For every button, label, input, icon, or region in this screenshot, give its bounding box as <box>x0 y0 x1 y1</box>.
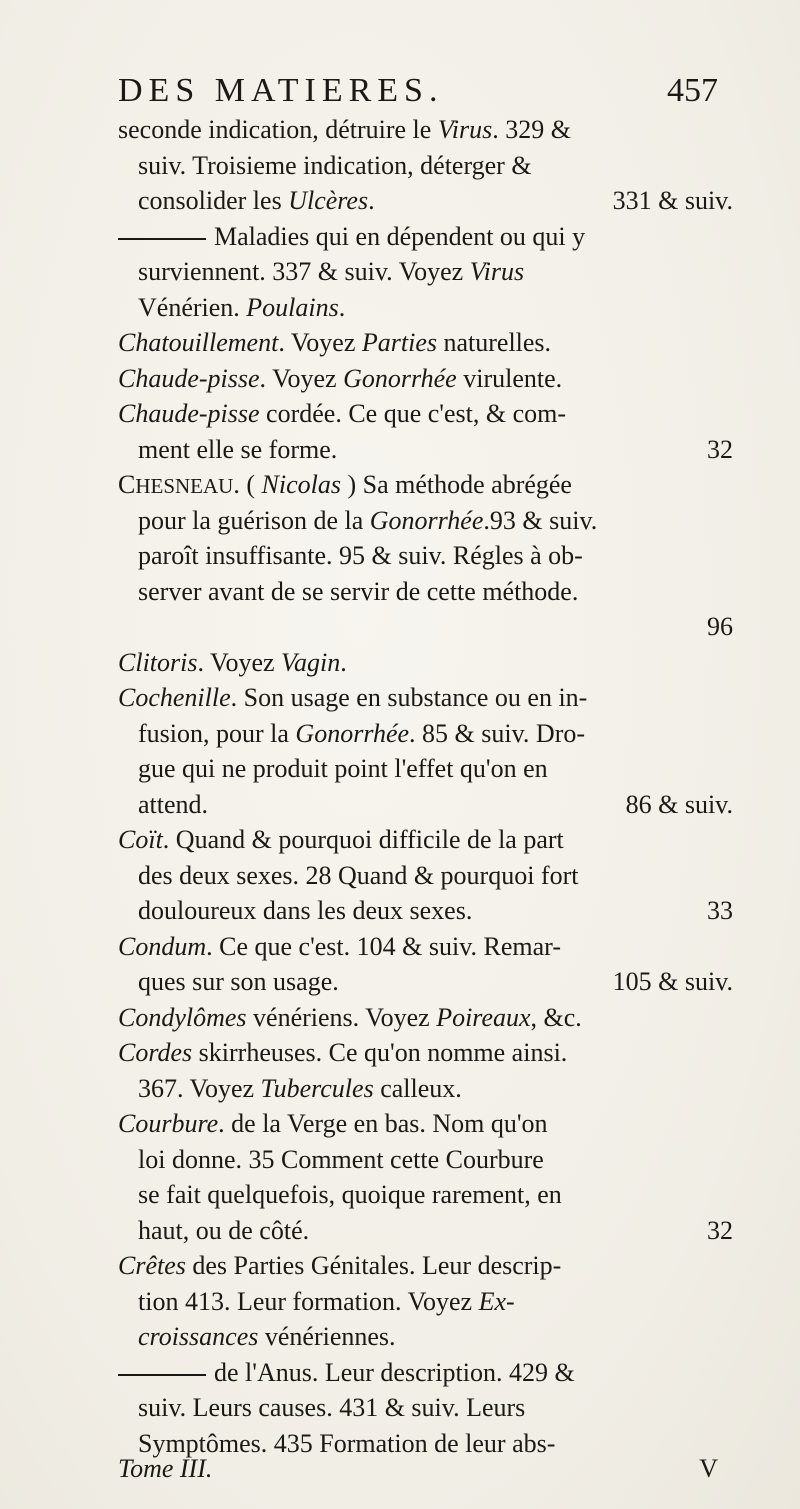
index-line: surviennent. 337 & suiv. Voyez Virus <box>138 257 525 286</box>
index-line: Maladies qui en dépendent ou qui y <box>118 219 733 255</box>
index-line: Chaude-pisse. Voyez Gonorrhée virulente. <box>118 363 563 393</box>
index-line: Coït. Quand & pourquoi difficile de la part <box>118 825 564 854</box>
index-line: attend. 86 & suiv. <box>138 789 733 819</box>
index-line: haut, ou de côté. 32 <box>138 1215 733 1245</box>
index-line: douloureux dans les deux sexes. 33 <box>138 896 733 925</box>
page-number: 457 <box>667 72 718 109</box>
index-line: se fait quelquefois, quoique rarement, en <box>138 1180 562 1209</box>
signature-line <box>118 1454 718 1484</box>
index-line: Symptômes. 435 Formation de leur abs- <box>138 1428 556 1458</box>
repeat-dash <box>118 1374 206 1376</box>
index-line: ques sur son usage. 105 & suiv. <box>138 967 733 996</box>
index-line: fusion, pour la Gonorrhée. 85 & suiv. Dro- <box>138 718 586 748</box>
index-line: paroît insuffisante. 95 & suiv. Régles à ob- <box>138 541 583 570</box>
index-line: Vénérien. Poulains. <box>138 292 346 322</box>
volume-mark: Tome III. <box>118 1454 213 1483</box>
index-line: server avant de se servir de cette méthode. <box>138 576 579 606</box>
index-line: croissances vénériennes. <box>138 1322 396 1351</box>
index-line: Crêtes des Parties Génitales. Leur descrip- <box>118 1251 562 1280</box>
index-line: CHESNEAU. ( Nicolas ) Sa méthode abrégée <box>118 470 572 499</box>
index-line: de l'Anus. Leur description. 429 & <box>118 1355 733 1391</box>
index-line: suiv. Leurs causes. 431 & suiv. Leurs <box>138 1393 526 1422</box>
index-line: loi donne. 35 Comment cette Courbure <box>138 1144 544 1174</box>
repeat-dash <box>118 238 206 240</box>
index-line: seconde indication, détruire le Virus. 329 & <box>118 115 571 144</box>
index-line: tion 413. Leur formation. Voyez Ex- <box>138 1286 515 1316</box>
signature-mark: V <box>699 1454 718 1483</box>
index-line: des deux sexes. 28 Quand & pourquoi fort <box>138 860 579 890</box>
index-line: Chatouillement. Voyez Parties naturelles. <box>118 328 552 357</box>
index-entries <box>118 112 733 1461</box>
index-line: Cordes skirrheuses. Ce qu'on nomme ainsi. <box>118 1038 568 1067</box>
index-line: consolider les Ulcères. 331 & suiv. <box>138 186 733 215</box>
index-line: suiv. Troisieme indication, déterger & <box>138 150 532 180</box>
index-line: Clitoris. Voyez Vagin. <box>118 647 347 677</box>
index-line: Cochenille. Son usage en substance ou en in- <box>118 683 588 712</box>
index-line: 96 <box>707 612 733 641</box>
index-line: Chaude-pisse cordée. Ce que c'est, & com- <box>118 399 566 428</box>
index-line: ment elle se forme. 32 <box>138 434 733 464</box>
index-line: 367. Voyez Tubercules calleux. <box>138 1073 462 1103</box>
index-line: Courbure. de la Verge en bas. Nom qu'on <box>118 1109 548 1138</box>
page-header <box>118 72 718 110</box>
index-line: Condum. Ce que c'est. 104 & suiv. Remar- <box>118 931 561 961</box>
index-line: pour la guérison de la Gonorrhée.93 & suiv. <box>138 505 598 535</box>
index-line: gue qui ne produit point l'effet qu'on en <box>138 754 548 783</box>
index-line: Condylômes vénériens. Voyez Poireaux, &c. <box>118 1002 582 1032</box>
running-title: DES MATIERES. <box>118 72 444 109</box>
